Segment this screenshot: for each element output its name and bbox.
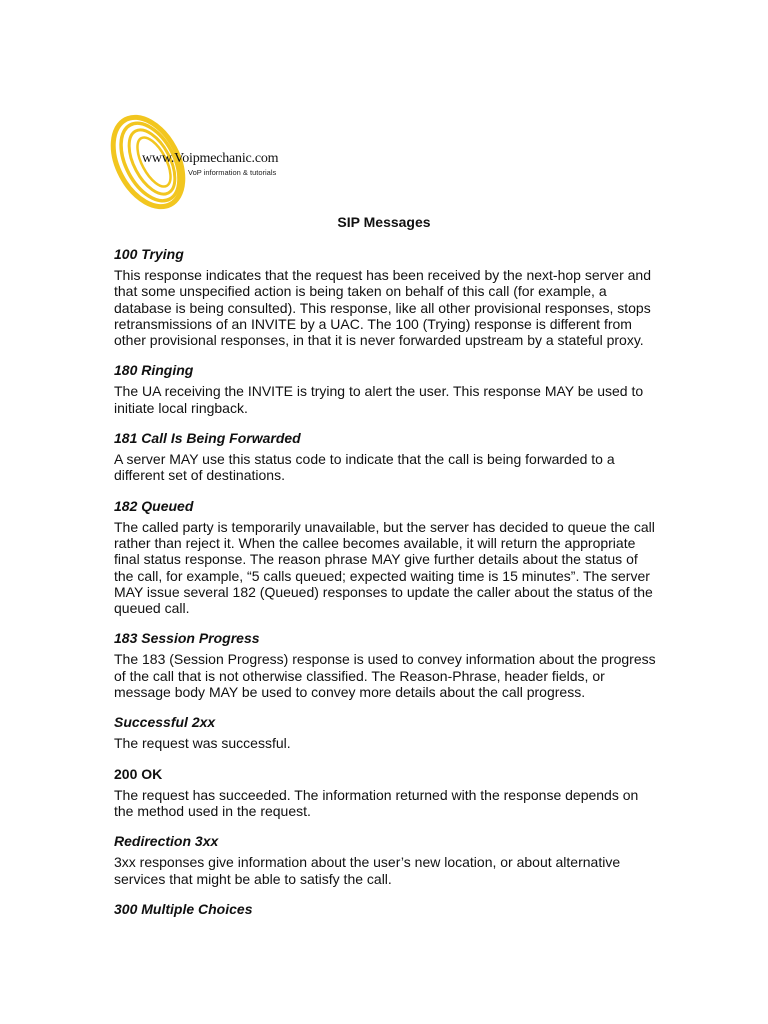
section-body: The 183 (Session Progress) response is used to convey information about the progress of the call that is not otherwise classified. The Reason-Phrase, header fields, or message body MAY be used to convey more details about the call progress. <box>114 651 656 701</box>
section-heading: Redirection 3xx <box>114 833 219 850</box>
section-heading: 182 Queued <box>114 497 194 514</box>
section-heading: 180 Ringing <box>114 362 194 379</box>
section-successful-2xx <box>114 714 659 751</box>
section-body: The UA receiving the INVITE is trying to alert the user. This response MAY be used to initiate local ringback. <box>114 383 644 416</box>
section-200-ok <box>114 766 659 820</box>
logo-url-text: www.Voipmechanic.com <box>142 151 279 166</box>
section-100-trying <box>114 246 659 348</box>
section-body: The request was successful. <box>114 735 291 752</box>
section-300-multiple-choices <box>114 901 659 918</box>
section-body: The request has succeeded. The information returned with the response depends on the method used in the request. <box>114 786 639 819</box>
section-heading: 300 Multiple Choices <box>114 900 253 917</box>
section-183-session-progress <box>114 630 659 700</box>
section-redirection-3xx <box>114 833 659 887</box>
section-182-queued <box>114 498 659 617</box>
section-heading: 200 OK <box>114 765 163 782</box>
section-body: This response indicates that the request has been received by the next-hop server and that some unspecified action is being taken on behalf of this call (for example, a database is being consulted). This response, like all other provisional responses, stops retransmissions of an INVITE by a UAC. The 100 (Trying) response is different from other provisional responses, in that it is never forwarded upstream by a stateful proxy. <box>114 267 651 349</box>
logo-tagline: VoP information & tutorials <box>188 168 277 177</box>
section-body: The called party is temporarily unavailable, but the server has decided to queue the call rather than reject it. When the callee becomes available, it will return the appropriate final status response. The reason phrase MAY give further details about the status of the call, for example, “5 calls queued; expected waiting time is 15 minutes”. The server MAY issue several 182 (Queued) responses to update the caller about the status of the queued call. <box>114 518 655 617</box>
document-content <box>114 246 659 922</box>
section-body: 3xx responses give information about the user’s new location, or about alternative services that might be able to satisfy the call. <box>114 854 621 887</box>
section-heading: 183 Session Progress <box>114 630 260 647</box>
section-heading: 181 Call Is Being Forwarded <box>114 430 301 447</box>
voipmechanic-logo <box>110 108 310 218</box>
section-181-call-forwarded <box>114 430 659 484</box>
section-heading: Successful 2xx <box>114 714 216 731</box>
section-180-ringing <box>114 362 659 416</box>
section-heading: 100 Trying <box>114 246 184 262</box>
document-title: SIP Messages <box>337 214 431 230</box>
section-body: A server MAY use this status code to indicate that the call is being forwarded to a different set of destinations. <box>114 451 615 484</box>
